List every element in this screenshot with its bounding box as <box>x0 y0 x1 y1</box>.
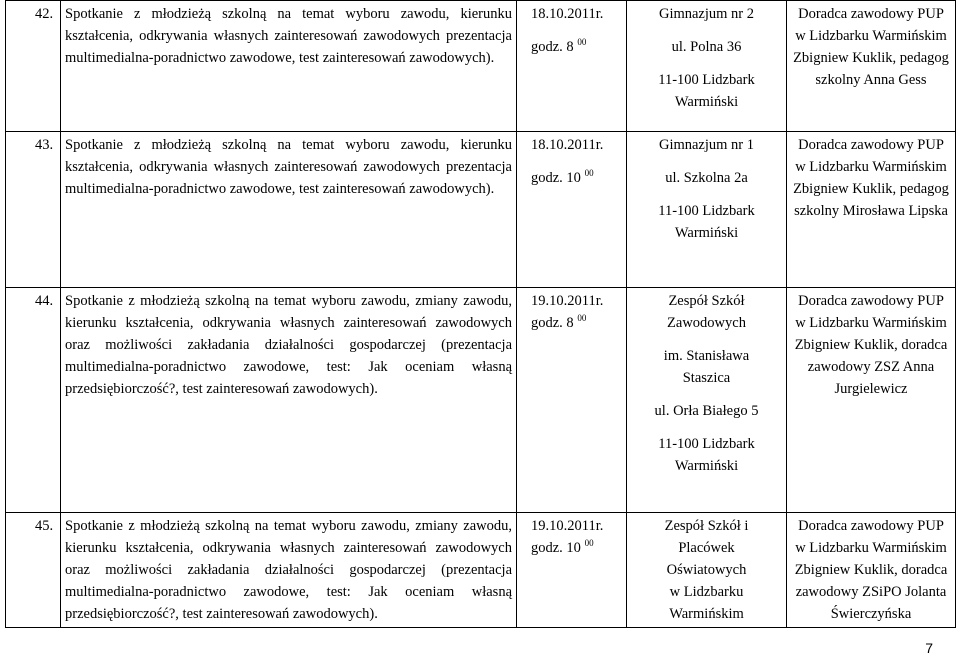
page-number: 7 <box>925 640 933 656</box>
event-time: godz. 10 $^{00}$ <box>531 168 594 186</box>
event-place: Gimnazjum nr 1 ul. Szkolna 2a 11-100 Lidzbark Warmiński <box>627 132 787 288</box>
event-organizer: Doradca zawodowy PUP w Lidzbarku Warmińskim Zbigniew Kuklik, pedagog szkolny Anna Gess <box>787 1 956 132</box>
event-description: Spotkanie z młodzieżą szkolną na temat wyboru zawodu, zmiany zawodu, kierunku kształcenia, odkrywania własnych zainteresowań zawodowych oraz możliwości zakładania działalności gospodarczej (prezentacja multimedialna-poradnictwo zawodowe, test: Jak oceniam własną przedsiębiorczość?, test zainteresowań zawodowych). <box>61 288 517 513</box>
event-time: godz. 8 $^{00}$ <box>531 37 587 55</box>
event-description: Spotkanie z młodzieżą szkolną na temat wyboru zawodu, kierunku kształcenia, odkrywania własnych zainteresowań zawodowych prezentacja multimedialna-poradnictwo zawodowe, test zainteresowań zawodowych). <box>61 1 517 132</box>
event-organizer: Doradca zawodowy PUP w Lidzbarku Warmińskim Zbigniew Kuklik, doradca zawodowy ZSiPO Jolanta Świerczyńska <box>787 513 956 628</box>
event-date: 18.10.2011r. <box>531 6 604 22</box>
event-date-time <box>517 1 627 132</box>
table-row <box>6 513 956 628</box>
row-number: 44. <box>6 288 61 513</box>
event-time: godz. 10 $^{00}$ <box>531 538 594 556</box>
event-organizer: Doradca zawodowy PUP w Lidzbarku Warmińskim Zbigniew Kuklik, doradca zawodowy ZSZ Anna Jurgielewicz <box>787 288 956 513</box>
event-date-time <box>517 288 627 513</box>
event-date: 19.10.2011r. <box>531 293 604 309</box>
row-number: 43. <box>6 132 61 288</box>
event-time: godz. 8 $^{00}$ <box>531 313 587 331</box>
row-number: 42. <box>6 1 61 132</box>
event-place: Zespół Szkół Zawodowych im. Stanisława Staszica ul. Orła Białego 5 11-100 Lidzbark Warmiński <box>627 288 787 513</box>
event-date: 19.10.2011r. <box>531 518 604 534</box>
table-row <box>6 132 956 288</box>
event-place: Zespół Szkół i Placówek Oświatowych w Lidzbarku Warmińskim <box>627 513 787 628</box>
event-date: 18.10.2011r. <box>531 137 604 153</box>
table-row <box>6 288 956 513</box>
event-description: Spotkanie z młodzieżą szkolną na temat wyboru zawodu, kierunku kształcenia, odkrywania własnych zainteresowań zawodowych prezentacja multimedialna-poradnictwo zawodowe, test zainteresowań zawodowych). <box>61 132 517 288</box>
events-table <box>5 0 956 628</box>
table-row <box>6 1 956 132</box>
event-description: Spotkanie z młodzieżą szkolną na temat wyboru zawodu, zmiany zawodu, kierunku kształcenia, odkrywania własnych zainteresowań zawodowych oraz możliwości zakładania działalności gospodarczej (prezentacja multimedialna-poradnictwo zawodowe, test: Jak oceniam własną przedsiębiorczość?, test zainteresowań zawodowych). <box>61 513 517 628</box>
event-organizer: Doradca zawodowy PUP w Lidzbarku Warmińskim Zbigniew Kuklik, pedagog szkolny Mirosława Lipska <box>787 132 956 288</box>
event-date-time <box>517 513 627 628</box>
row-number: 45. <box>6 513 61 628</box>
event-date-time <box>517 132 627 288</box>
event-place: Gimnazjum nr 2 ul. Polna 36 11-100 Lidzbark Warmiński <box>627 1 787 132</box>
